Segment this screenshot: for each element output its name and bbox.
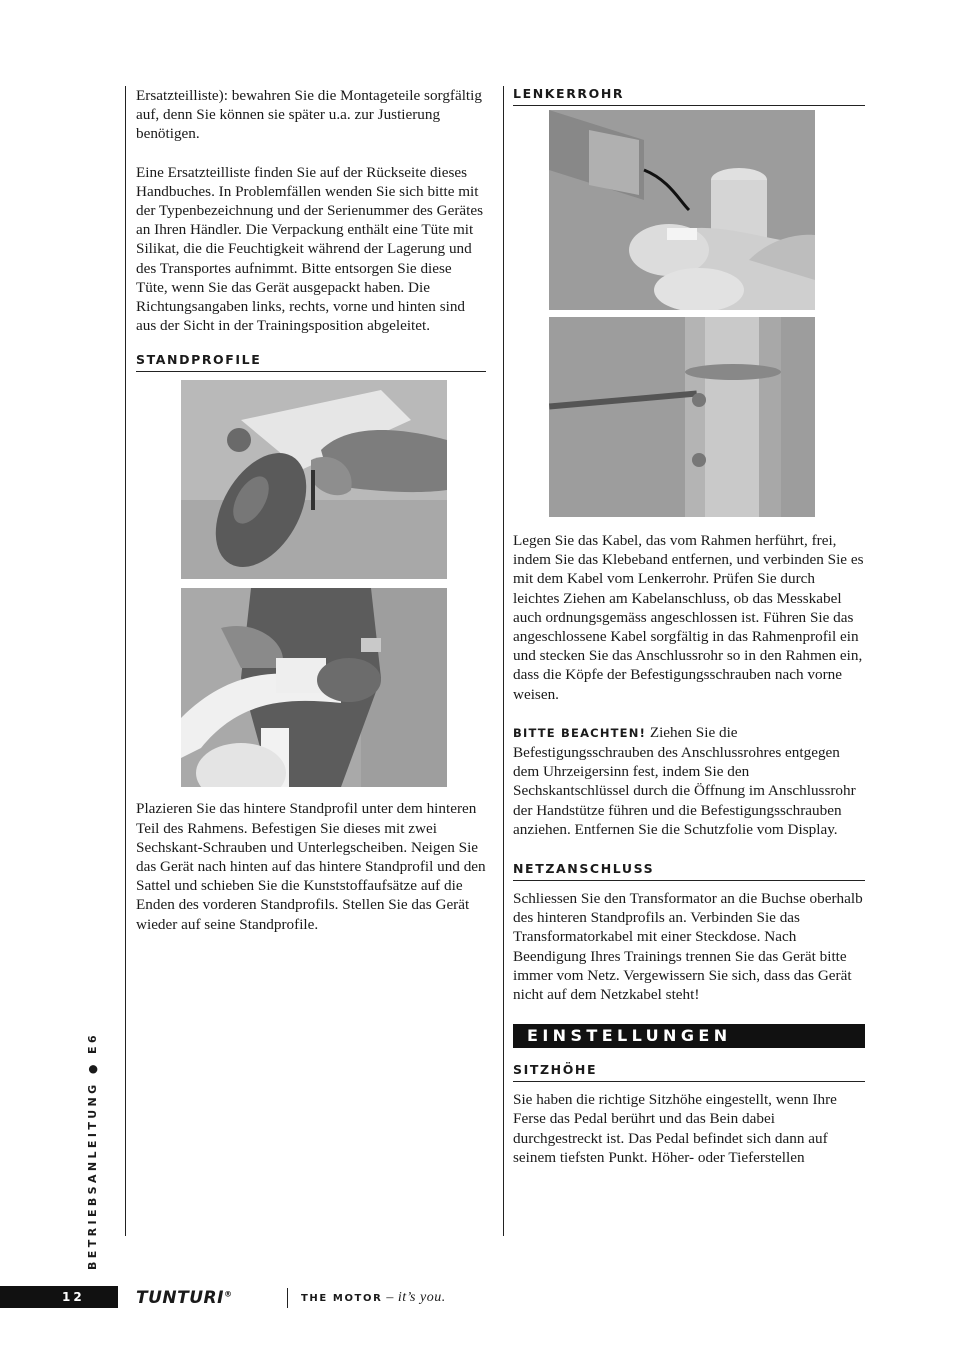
left-column	[136, 86, 486, 934]
footer-divider	[287, 1288, 288, 1308]
sitzhoehe-paragraph: Sie haben die richtige Sitzhöhe eingestellt, wenn Ihre Ferse das Pedal berührt und das Bein dabei durchgestreckt ist. Das Pedal befindet sich dann auf seinem tiefsten Punkt. Höher- oder Tieferstellen	[513, 1091, 837, 1166]
right-column	[513, 86, 865, 1167]
note-lead: BITTE BEACHTEN!	[513, 725, 647, 740]
heading-lenkerrohr: LENKERROHR	[513, 86, 865, 106]
column-divider	[503, 86, 504, 1236]
netzanschluss-paragraph: Schliessen Sie den Transformator an die Buchse oberhalb des hinteren Standprofils an. Verbinden Sie das Transformatorkabel mit einer Steckdose. Nach Beendigung Ihres Trainings trennen Sie das Gerät bitte immer vom Netz. Vergewissern Sie sich, dass das Gerät nicht auf dem Netzkabel steht!	[513, 890, 863, 1004]
tagline-bold: THE MOTOR	[301, 1293, 383, 1304]
standprofile-paragraph: Plazieren Sie das hintere Standprofil unter dem hinteren Teil des Rahmens. Befestigen Sie dieses mit zwei Sechskant-Schrauben und Unterlegscheiben. Neigen Sie das Gerät nach hinten auf das hintere Standprofil und den Sattel und schieben Sie die Kunststoffaufsätze auf die Enden des vorderen Standprofils. Stellen Sie das Gerät wieder auf seine Standprofile.	[136, 800, 486, 933]
spare-parts-paragraph: Eine Ersatzteilliste finden Sie auf der Rückseite dieses Handbuches. In Problemfällen wenden Sie sich bitte mit der Typenbezeichnung und der Serienummer des Gerätes an Ihren Händler. Die Verpackung enthält eine Tüte mit Silikat, die die Feuchtigkeit während der Lagerung und des Transportes aufnimmt. Bitte entsorgen Sie diese Tüte, wenn Sie das Gerät ausgepackt haben. Die Richtungsangaben links, rechts, vorne und hinten sind aus der Sicht in der Trainingsposition abgeleitet.	[136, 163, 483, 335]
page-number: 12	[0, 1286, 118, 1308]
note-text: Ziehen Sie die Befestigungsschrauben des Anschlussrohres entgegen dem Uhrzeigersinn fest, indem Sie den Sechskantschlüssel durch die Öffnung im Anschlussrohr der Handstütze führen und die Befestigungsschrauben anziehen. Entfernen Sie die Schutzfolie vom Display.	[513, 723, 856, 838]
registered-mark: ®	[223, 1289, 233, 1299]
heading-standprofile: STANDPROFILE	[136, 352, 486, 372]
tunturi-logo	[136, 1288, 232, 1308]
sidebar-title: BETRIEBSANLEITUNG ● E6	[86, 1031, 99, 1270]
tagline-italic: it’s you.	[397, 1290, 446, 1305]
note-paragraph	[513, 723, 865, 839]
left-margin-rule	[125, 86, 126, 1236]
photo-stand-profile-bolting	[181, 380, 447, 579]
section-bar-einstellungen: EINSTELLUNGEN	[513, 1024, 865, 1048]
photo-hex-key-tube	[549, 317, 815, 517]
photo-tipping-device	[181, 588, 447, 787]
intro-paragraph: Ersatzteilliste): bewahren Sie die Montageteile sorgfältig auf, denn Sie können sie später u.a. zur Justierung benötigen.	[136, 87, 482, 143]
tagline-dash: –	[382, 1290, 398, 1305]
tagline	[301, 1290, 446, 1306]
lenkerrohr-paragraph: Legen Sie das Kabel, das vom Rahmen herführt, frei, indem Sie das Klebeband entfernen, und verbinden Sie es mit dem Kabel vom Lenkerrohr. Prüfen Sie durch leichtes Ziehen am Kabelanschluss, ob das Messkabel auch ordnungsgemäss angeschlossen ist. Führen Sie das angeschlossene Kabel sorgfältig in das Rahmenprofil ein und stecken Sie das Anschlussrohr so in den Rahmen ein, dass die Köpfe der Befestigungsschrauben nach vorne weisen.	[513, 532, 864, 703]
photo-cable-connection	[549, 110, 815, 310]
logo-text: TUNTURI	[136, 1288, 224, 1308]
heading-sitzhoehe: SITZHÖHE	[513, 1062, 865, 1082]
heading-netzanschluss: NETZANSCHLUSS	[513, 861, 865, 881]
